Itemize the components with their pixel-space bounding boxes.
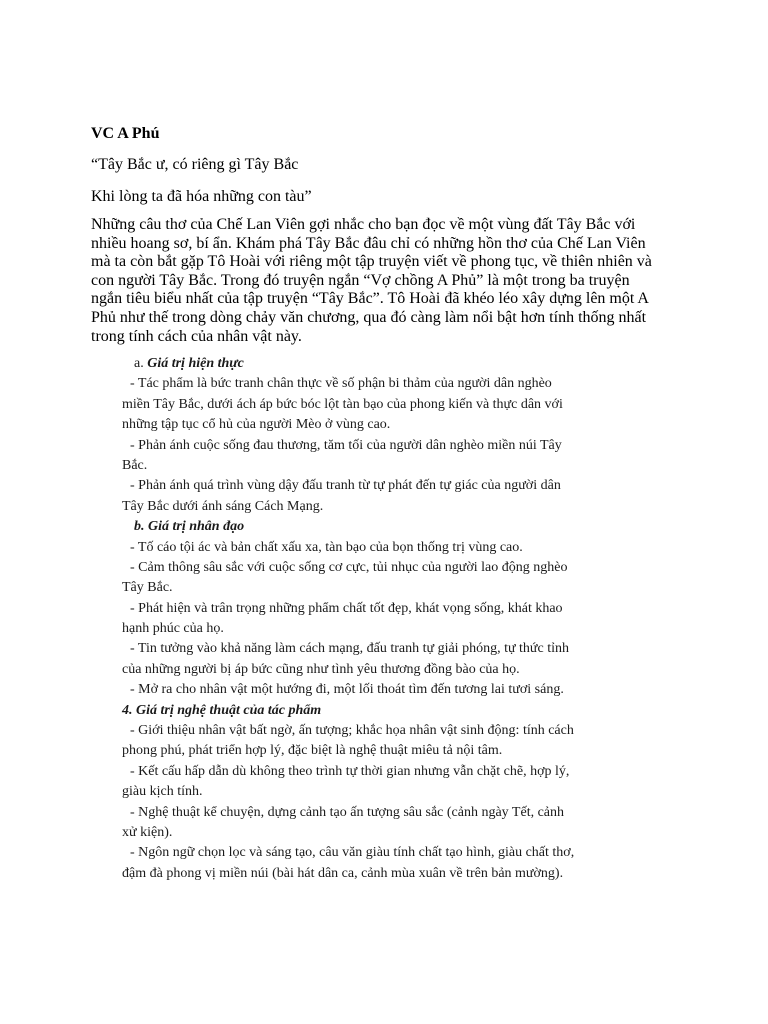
section-4-line: phong phú, phát triển hợp lý, đặc biệt là nghệ thuật miêu tả nội tâm.: [122, 743, 503, 759]
section-b-line: - Tin tưởng vào khả năng làm cách mạng, đấu tranh tự giải phóng, tự thức tỉnh: [130, 641, 570, 657]
section-b-line: của những người bị áp bức cũng như tình yêu thương đồng bào của họ.: [122, 661, 520, 677]
section-4-line: xử kiện).: [122, 824, 173, 840]
section-a-line: - Tác phẩm là bức tranh chân thực về số phận bi thảm của người dân nghèo: [130, 376, 552, 392]
intro-line: ngắn tiêu biểu nhất của tập truyện “Tây Bắc”. Tô Hoài đã khéo léo xây dựng lên một A: [91, 290, 649, 308]
scanned-excerpt: [122, 354, 622, 884]
section-a-line: những tập tục cổ hủ của người Mèo ở vùng cao.: [122, 417, 391, 433]
section-a-prefix: a.: [134, 356, 148, 371]
section-4-line: - Giới thiệu nhân vật bất ngờ, ấn tượng; khắc họa nhân vật sinh động: tính cách: [130, 723, 574, 739]
section-4-line: giàu kịch tính.: [122, 784, 203, 800]
intro-line: nhiều hoang sơ, bí ẩn. Khám phá Tây Bắc đâu chỉ có những hồn thơ của Chế Lan Viên: [91, 234, 646, 252]
section-a-line: - Phản ánh quá trình vùng dậy đấu tranh từ tự phát đến tự giác của người dân: [130, 478, 561, 494]
section-4-line: đậm đà phong vị miền núi (bài hát dân ca, cảnh mùa xuân về trên bản mường).: [122, 865, 564, 881]
intro-line: con người Tây Bắc. Trong đó truyện ngắn “Vợ chồng A Phủ” là một trong ba truyện: [91, 271, 630, 289]
document-title: VC A Phú: [91, 125, 160, 142]
section-a-heading: [122, 354, 622, 374]
section-b-line: Tây Bắc.: [122, 580, 173, 596]
section-b-line: - Tố cáo tội ác và bản chất xấu xa, tàn bạo của bọn thống trị vùng cao.: [130, 539, 523, 555]
intro-paragraph: [91, 216, 691, 346]
quote-line-1: “Tây Bắc ư, có riêng gì Tây Bắc: [91, 156, 299, 173]
section-b-line: hạnh phúc của họ.: [122, 621, 224, 637]
section-4-line: - Kết cấu hấp dẫn dù không theo trình tự thời gian nhưng vẫn chặt chẽ, hợp lý,: [130, 763, 570, 779]
section-a-line: Tây Bắc dưới ánh sáng Cách Mạng.: [122, 498, 324, 514]
section-4-line: - Ngôn ngữ chọn lọc và sáng tạo, câu văn giàu tính chất tạo hình, giàu chất thơ,: [130, 845, 575, 861]
section-a-line: Bắc.: [122, 457, 148, 473]
section-b-heading: b. Giá trị nhân đạo: [134, 519, 245, 535]
intro-line: trong tính cách của nhân vật này.: [91, 327, 302, 345]
section-b-line: - Mở ra cho nhân vật một hướng đi, một lối thoát tìm đến tương lai tươi sáng.: [130, 682, 564, 698]
section-a-line: - Phản ánh cuộc sống đau thương, tăm tối của người dân nghèo miền núi Tây: [130, 437, 562, 453]
section-4-line: - Nghệ thuật kể chuyện, dựng cảnh tạo ấn tượng sâu sắc (cảnh ngày Tết, cảnh: [130, 804, 565, 820]
section-a-title: Giá trị hiện thực: [147, 356, 244, 371]
section-b-line: - Cảm thông sâu sắc với cuộc sống cơ cực, tủi nhục của người lao động nghèo: [130, 559, 568, 575]
intro-line: mà ta còn bắt gặp Tô Hoài với riêng một tập truyện viết về phong tục, về thiên nhiên và: [91, 253, 652, 271]
quote-line-2: Khi lòng ta đã hóa những con tàu”: [91, 188, 312, 205]
intro-line: Những câu thơ của Chế Lan Viên gợi nhắc cho bạn đọc về một vùng đất Tây Bắc với: [91, 216, 636, 233]
intro-line: Phủ như thế trong dòng chảy văn chương, qua đó càng làm nổi bật hơn tính thống nhất: [91, 308, 647, 326]
section-a-line: miền Tây Bắc, dưới ách áp bức bóc lột tàn bạo của phong kiến và thực dân với: [122, 396, 563, 412]
section-4-heading: 4. Giá trị nghệ thuật của tác phẩm: [122, 702, 322, 718]
section-b-line: - Phát hiện và trân trọng những phẩm chất tốt đẹp, khát vọng sống, khát khao: [130, 600, 563, 616]
